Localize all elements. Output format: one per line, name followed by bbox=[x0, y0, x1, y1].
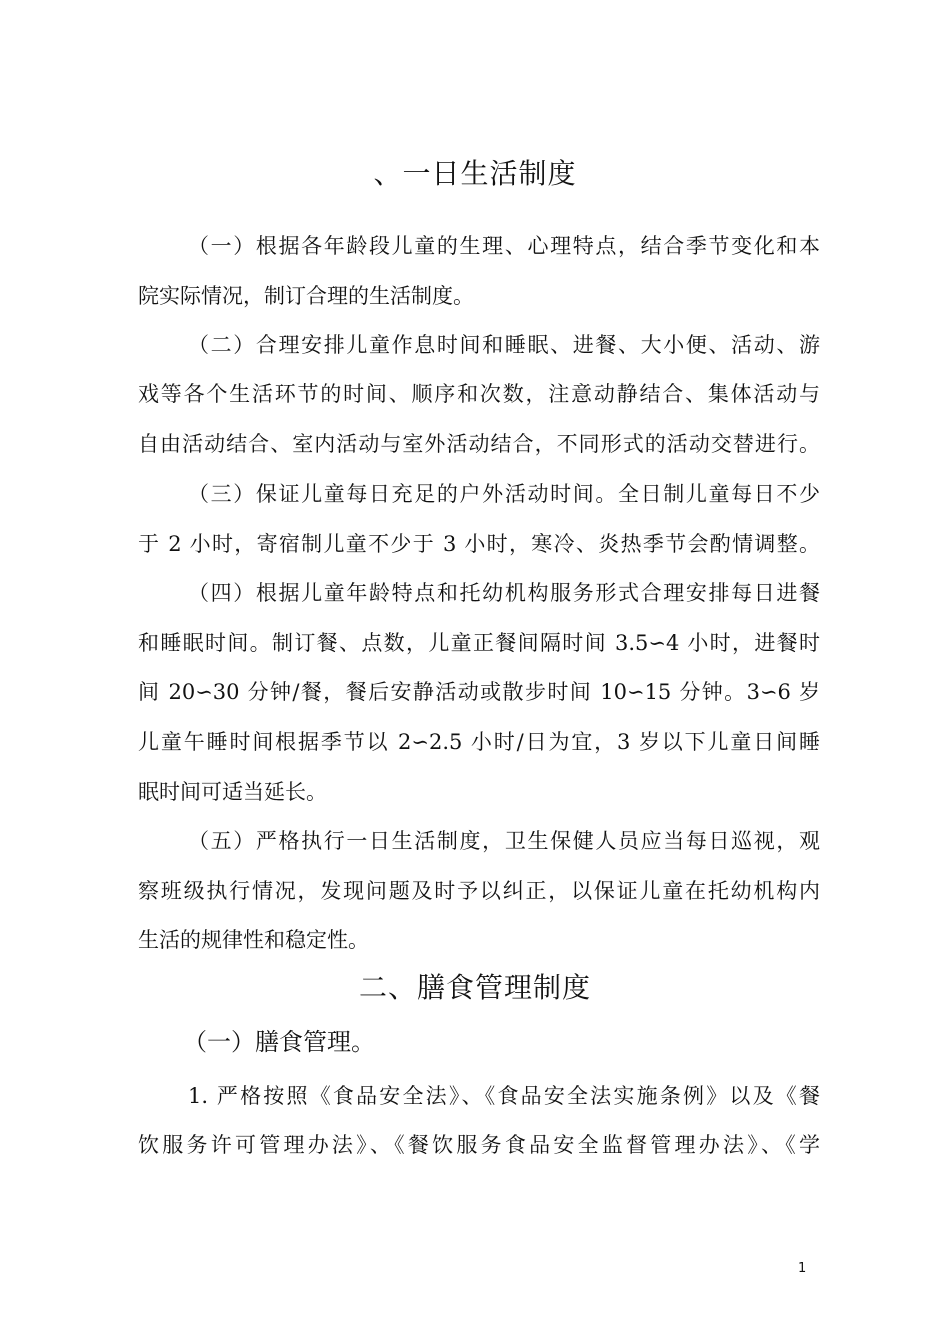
paragraph-line: 间 20∽30 分钟/餐，餐后安静活动或散步时间 10∽15 分钟。3∽6 岁 bbox=[138, 680, 820, 704]
paragraph-line: （二）合理安排儿童作息时间和睡眠、进餐、大小便、活动、游 bbox=[188, 333, 820, 357]
paragraph-line: 饮服务许可管理办法》、《餐饮服务食品安全监督管理办法》、《学 bbox=[138, 1133, 820, 1157]
paragraph-line: （一）根据各年龄段儿童的生理、心理特点，结合季节变化和本 bbox=[188, 234, 820, 258]
paragraph-line: 戏等各个生活环节的时间、顺序和次数，注意动静结合、集体活动与 bbox=[138, 382, 820, 406]
section-1-title: 、一日生活制度 bbox=[373, 157, 577, 190]
paragraph-line: 和睡眠时间。制订餐、点数，儿童正餐间隔时间 3.5∽4 小时，进餐时 bbox=[138, 631, 820, 655]
paragraph-line: 生活的规律性和稳定性。 bbox=[138, 928, 369, 952]
page-number: 1 bbox=[798, 1261, 807, 1276]
paragraph-line: 察班级执行情况，发现问题及时予以纠正，以保证儿童在托幼机构内 bbox=[138, 879, 820, 903]
paragraph-line: 于 2 小时，寄宿制儿童不少于 3 小时，寒冷、炎热季节会酌情调整。 bbox=[138, 532, 820, 556]
paragraph-line: （三）保证儿童每日充足的户外活动时间。全日制儿童每日不少 bbox=[188, 482, 820, 506]
paragraph-line: （五）严格执行一日生活制度，卫生保健人员应当每日巡视，观 bbox=[188, 829, 820, 853]
paragraph-line: 院实际情况，制订合理的生活制度。 bbox=[138, 284, 474, 308]
subsection-title: （一）膳食管理。 bbox=[183, 1028, 375, 1056]
paragraph-line: 儿童午睡时间根据季节以 2∽2.5 小时/日为宜，3 岁以下儿童日间睡 bbox=[138, 730, 820, 754]
paragraph-line: 1. 严格按照《食品安全法》、《食品安全法实施条例》以及《餐 bbox=[188, 1084, 820, 1108]
paragraph-line: 眠时间可适当延长。 bbox=[138, 780, 327, 804]
paragraph-line: （四）根据儿童年龄特点和托幼机构服务形式合理安排每日进餐 bbox=[188, 581, 820, 605]
paragraph-line: 自由活动结合、室内活动与室外活动结合，不同形式的活动交替进行。 bbox=[138, 432, 820, 456]
section-2-title: 二、膳食管理制度 bbox=[358, 971, 591, 1004]
